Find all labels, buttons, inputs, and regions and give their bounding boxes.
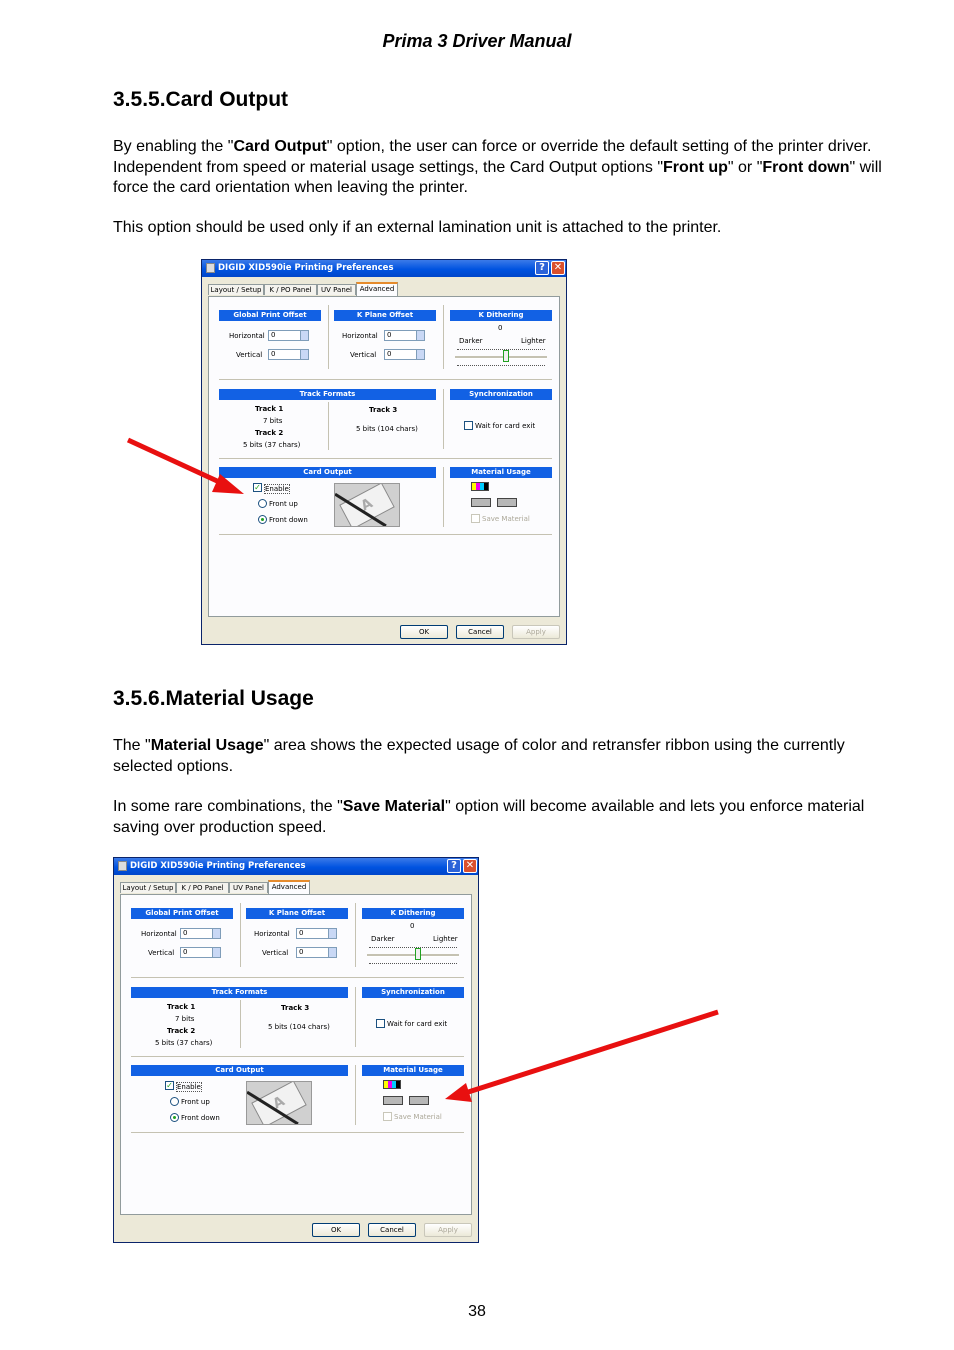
darker-label: Darker: [371, 935, 395, 943]
global-print-offset-header: Global Print Offset: [219, 310, 321, 321]
close-button[interactable]: ✕: [551, 261, 565, 275]
k-dithering-header: K Dithering: [362, 908, 464, 919]
section-heading-material-usage: 3.5.6.Material Usage: [113, 687, 314, 710]
text-run: The ": [113, 737, 151, 754]
track2-label: Track 2: [255, 429, 284, 437]
enable-label: Enable: [265, 485, 289, 493]
save-material-label: Save Material: [482, 515, 530, 523]
track1-bits: 7 bits: [175, 1015, 195, 1023]
front-down-label: Front down: [269, 516, 308, 524]
cancel-button[interactable]: Cancel: [456, 625, 504, 639]
track2-bits: 5 bits (37 chars): [155, 1039, 213, 1047]
track3-label: Track 3: [369, 406, 398, 414]
vertical-label: Vertical: [262, 949, 289, 957]
track1-label: Track 1: [167, 1003, 196, 1011]
text-run: " will force the card orientation when leaving the printer.: [113, 158, 882, 196]
card-letter: A: [270, 1093, 288, 1113]
front-up-label: Front up: [181, 1098, 210, 1106]
text-run: In some rare combinations, the ": [113, 798, 343, 815]
kplane-horizontal-input[interactable]: 0: [296, 928, 336, 939]
text-run: " option, the user can force or override the default setting of the printer driver. Independent from speed or material usage settings, the Card Output options ": [113, 138, 872, 176]
bold-term: Card Output: [233, 138, 327, 155]
track1-label: Track 1: [255, 405, 284, 413]
text-run: " area shows the expected usage of color and retransfer ribbon using the currently selected options.: [113, 737, 845, 775]
track2-label: Track 2: [167, 1027, 196, 1035]
apply-button[interactable]: Apply: [512, 625, 560, 639]
synchronization-header: Synchronization: [450, 389, 552, 400]
horizontal-label: Horizontal: [342, 332, 378, 340]
page-number: 38: [468, 1303, 486, 1320]
section-heading-card-output: 3.5.5.Card Output: [113, 88, 289, 111]
vertical-label: Vertical: [350, 351, 377, 359]
synchronization-header: Synchronization: [362, 987, 464, 998]
tab-uv-panel[interactable]: UV Panel: [229, 882, 268, 893]
ok-button[interactable]: OK: [312, 1223, 360, 1237]
close-button[interactable]: ✕: [463, 859, 477, 873]
kplane-vertical-input[interactable]: 0: [384, 349, 424, 360]
wait-for-card-exit-label: Wait for card exit: [475, 422, 536, 430]
k-dithering-value: 0: [410, 922, 415, 930]
arrow-head: [212, 474, 244, 494]
vertical-label: Vertical: [236, 351, 263, 359]
horizontal-label: Horizontal: [141, 930, 177, 938]
tab-k-po-panel[interactable]: K / PO Panel: [264, 284, 317, 295]
card-output-paragraph-2: This option should be used only if an external lamination unit is attached to the printer.: [113, 219, 722, 236]
card-output-header: Card Output: [219, 467, 436, 478]
front-down-label: Front down: [181, 1114, 220, 1122]
horizontal-label: Horizontal: [229, 332, 265, 340]
help-button[interactable]: ?: [535, 261, 549, 275]
global-horizontal-input[interactable]: 0: [180, 928, 220, 939]
k-dithering-value: 0: [498, 324, 503, 332]
tab-layout-setup[interactable]: Layout / Setup: [208, 284, 264, 295]
track-formats-header: Track Formats: [219, 389, 436, 400]
arrow-shaft: [462, 1012, 718, 1094]
cancel-button[interactable]: Cancel: [368, 1223, 416, 1237]
save-material-label: Save Material: [394, 1113, 442, 1121]
track2-bits: 5 bits (37 chars): [243, 441, 301, 449]
card-letter: A: [358, 495, 376, 515]
arrow-head: [445, 1083, 472, 1102]
text-run: " option will become available and lets you enforce material saving over production speed.: [113, 798, 865, 836]
card-output-header: Card Output: [131, 1065, 348, 1076]
page-header: Prima 3 Driver Manual: [382, 31, 572, 51]
k-plane-offset-header: K Plane Offset: [246, 908, 348, 919]
track3-bits: 5 bits (104 chars): [356, 425, 418, 433]
tab-layout-setup[interactable]: Layout / Setup: [120, 882, 176, 893]
tab-advanced[interactable]: Advanced: [356, 282, 398, 296]
material-usage-header: Material Usage: [450, 467, 552, 478]
k-plane-offset-header: K Plane Offset: [334, 310, 436, 321]
global-print-offset-header: Global Print Offset: [131, 908, 233, 919]
enable-checkbox[interactable]: ✓: [254, 483, 261, 492]
tab-advanced[interactable]: Advanced: [268, 880, 310, 894]
lighter-label: Lighter: [433, 935, 458, 943]
global-vertical-input[interactable]: 0: [180, 947, 220, 958]
global-horizontal-input[interactable]: 0: [268, 330, 308, 341]
help-button[interactable]: ?: [447, 859, 461, 873]
arrow-shaft: [128, 440, 228, 486]
text-run: By enabling the ": [113, 138, 234, 155]
enable-checkbox[interactable]: ✓: [166, 1081, 173, 1090]
global-vertical-input[interactable]: 0: [268, 349, 308, 360]
bold-term: Front up: [663, 158, 728, 176]
front-up-label: Front up: [269, 500, 298, 508]
dialog-title: DIGID XID590ie Printing Preferences: [218, 263, 394, 273]
bold-term: Front down: [762, 158, 850, 176]
ok-button[interactable]: OK: [400, 625, 448, 639]
horizontal-label: Horizontal: [254, 930, 290, 938]
k-dithering-header: K Dithering: [450, 310, 552, 321]
dialog-title: DIGID XID590ie Printing Preferences: [130, 861, 306, 871]
text-run: " or ": [727, 158, 763, 176]
track3-bits: 5 bits (104 chars): [268, 1023, 330, 1031]
bold-term: Material Usage: [150, 737, 264, 754]
wait-for-card-exit-label: Wait for card exit: [387, 1020, 448, 1028]
kplane-horizontal-input[interactable]: 0: [384, 330, 424, 341]
arrow-to-material-usage: [445, 1012, 718, 1102]
track3-label: Track 3: [281, 1004, 310, 1012]
track1-bits: 7 bits: [263, 417, 283, 425]
kplane-vertical-input[interactable]: 0: [296, 947, 336, 958]
vertical-label: Vertical: [148, 949, 175, 957]
track-formats-header: Track Formats: [131, 987, 348, 998]
enable-label: Enable: [177, 1083, 201, 1091]
tab-k-po-panel[interactable]: K / PO Panel: [176, 882, 229, 893]
bold-term: Save Material: [342, 798, 446, 815]
material-usage-header: Material Usage: [362, 1065, 464, 1076]
tab-uv-panel[interactable]: UV Panel: [317, 284, 356, 295]
darker-label: Darker: [459, 337, 483, 345]
apply-button[interactable]: Apply: [424, 1223, 472, 1237]
arrow-to-enable: [128, 440, 244, 494]
lighter-label: Lighter: [521, 337, 546, 345]
